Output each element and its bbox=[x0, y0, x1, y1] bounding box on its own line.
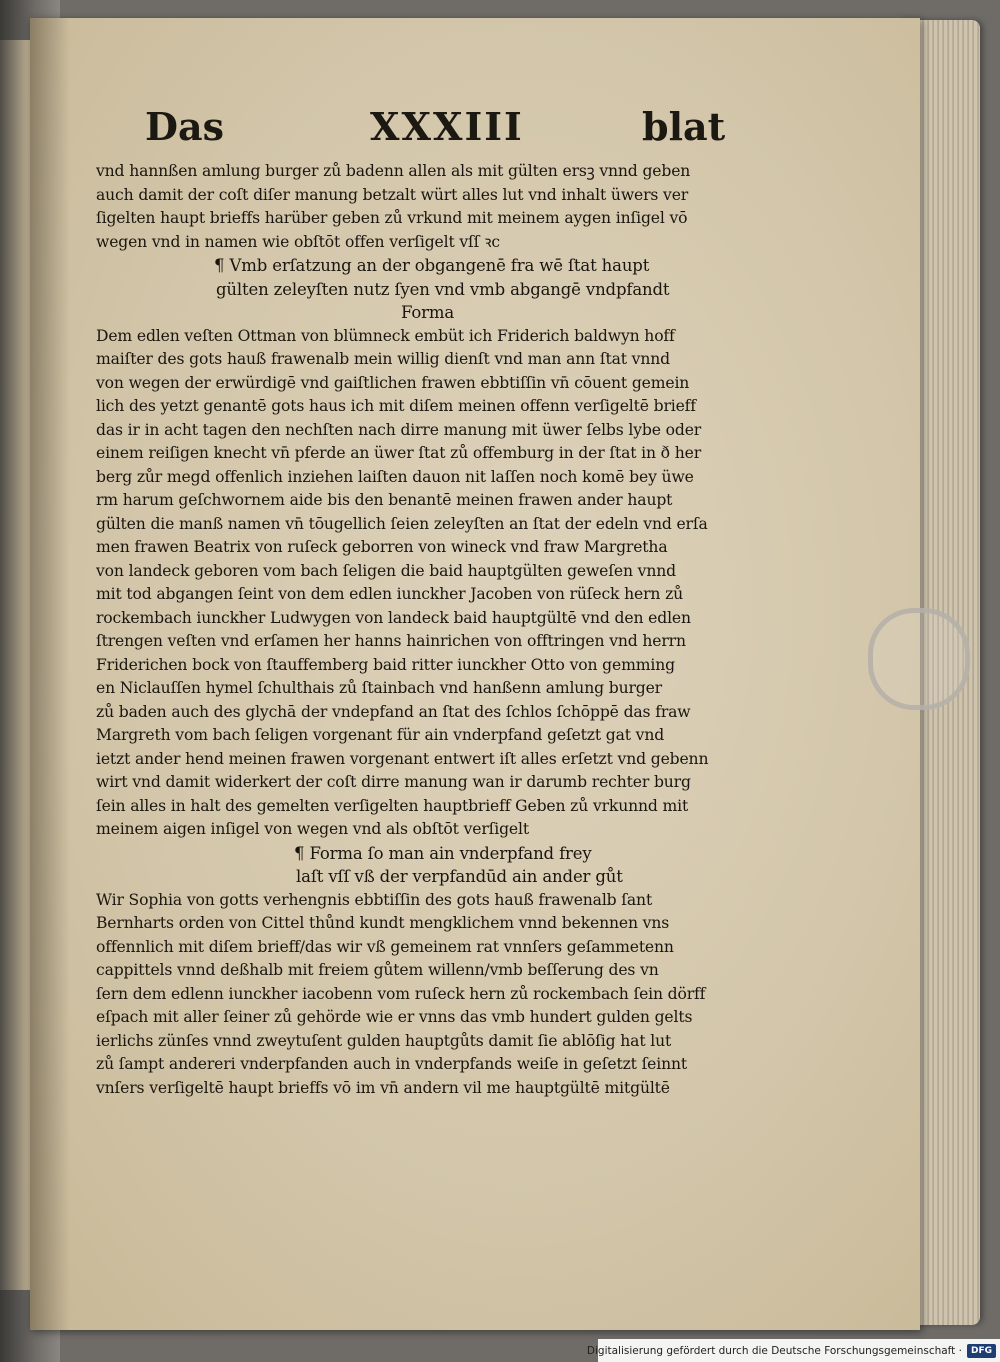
body-text bbox=[96, 160, 786, 1100]
text-line: gülten die manß namen vn̄ tōugellich ſeien zeleyſten an ſtat der edeln vnd erſa bbox=[96, 514, 708, 533]
text-line: rockembach iunckher Ludwygen von landeck baid hauptgültē vnd den edlen bbox=[96, 608, 691, 627]
text-line: von landeck geboren vom bach ſeligen die baid hauptgülten geweſen vnnd bbox=[96, 561, 676, 580]
running-head-left: Das bbox=[145, 104, 224, 149]
text-line: ſtrengen veſten vnd erſamen her hanns hainrichen von offtringen vnd herrn bbox=[96, 632, 686, 650]
running-head-right: blat bbox=[642, 104, 726, 149]
text-line: Margreth vom bach ſeligen vorgenant für ain vnderpfand geſetzt gat vnd bbox=[96, 726, 665, 744]
text-line: meinem aigen inſigel von wegen vnd als obſtōt verſigelt bbox=[96, 820, 529, 838]
text-line: wirt vnd damit widerkert der coſt dirre manung wan ir darumb rechter burg bbox=[96, 773, 691, 791]
text-line: ietzt ander hend meinen frawen vorgenant entwert iſt alles erſetzt vnd gebenn bbox=[96, 749, 709, 768]
footer-text: Digitalisierung gefördert durch die Deutsche Forschungsgemeinschaft · bbox=[586, 1344, 962, 1357]
text-line: zů ſampt andereri vnderpfanden auch in vnderpfands weiſe in geſetzt ſeinnt bbox=[96, 1055, 688, 1073]
text-line: men frawen Beatrix von ruſeck geborren von wineck vnd fraw Margretha bbox=[96, 538, 668, 556]
text-line: wegen vnd in namen wie obſtōt offen verſigelt vſſ ꝛc bbox=[96, 232, 500, 251]
text-line: Bernharts orden von Cittel thůnd kundt mengklichem vnnd bekennen vns bbox=[96, 914, 670, 932]
section-heading: ¶ Vmb erſatzung an der obgangenē fra wē ſtat haupt bbox=[214, 256, 650, 275]
dfg-logo-icon: DFG bbox=[967, 1344, 996, 1358]
text-line: lich des yetzt genantē gots haus ich mit diſem meinen offenn verſigeltē brieff bbox=[96, 397, 696, 415]
section-heading: laſt vſſ vß der verpfandūd ain ander gůt bbox=[296, 867, 623, 886]
text-line: ſern dem edlenn iunckher iacobenn vom ruſeck hern zů rockembach ſein dörff bbox=[96, 984, 706, 1003]
text-line: zů baden auch des glychā der vndepfand an ſtat des ſchlos ſchōppē das fraw bbox=[96, 702, 691, 721]
text-line: rm harum geſchwornem aide bis den benantē meinen frawen ander haupt bbox=[96, 491, 673, 509]
text-line: von wegen der erwürdigē vnd gaiſtlichen frawen ebbtiſſin vn̄ cōuent gemein bbox=[96, 373, 690, 392]
folio-number: XXXIII bbox=[370, 104, 524, 149]
running-head bbox=[145, 104, 745, 156]
text-line: en Niclauſſen hymel ſchulthais zů ſtainbach vnd hanßenn amlung burger bbox=[96, 679, 662, 697]
section-heading: gülten zeleyſten nutz ſyen vnd vmb abgangē vndpfandt bbox=[216, 279, 670, 299]
text-line: ſein alles in halt des gemelten verſigelten hauptbrieff Geben zů vrkunnd mit bbox=[96, 796, 689, 815]
text-line: das ir in acht tagen den nechſten nach dirre manung mit üwer ſelbs lybe oder bbox=[96, 420, 702, 439]
gutter-shadow bbox=[30, 18, 70, 1330]
text-line: eſpach mit aller ſeiner zů gehörde wie er vnns das vmb hundert gulden gelts bbox=[96, 1008, 693, 1026]
text-line: Wir Sophia von gotts verhengnis ebbtiſſin des gots hauß frawenalb ſant bbox=[96, 890, 653, 909]
footer-bar bbox=[586, 1339, 1000, 1362]
text-line: Friderichen bock von ſtauffemberg baid ritter iunckher Otto von gemming bbox=[96, 655, 675, 674]
text-line: offennlich mit diſem brieff/das wir vß gemeinem rat vnnſers geſammetenn bbox=[96, 937, 674, 956]
text-line: mit tod abgangen ſeint von dem edlen iunckher Jacoben von rüſeck hern zů bbox=[96, 585, 684, 603]
text-line: berg zůr megd offenlich inziehen laiſten dauon nit laſſen noch komē bey üwe bbox=[96, 467, 694, 486]
paper-clip-icon bbox=[868, 608, 970, 710]
text-line: vnſers verſigeltē haupt brieffs vō im vn̄ andern vil me hauptgültē mitgültē bbox=[96, 1078, 670, 1097]
text-line: ierlichs zünſes vnnd zweytuſent gulden hauptgůts damit ſie ablōſig hat lut bbox=[96, 1031, 672, 1050]
text-line: vnd hannßen amlung burger zů badenn allen als mit gülten ersꝫ vnnd geben bbox=[96, 162, 691, 180]
section-heading: ¶ Forma ſo man ain vnderpfand frey bbox=[294, 843, 592, 863]
section-heading: Forma bbox=[401, 303, 455, 322]
text-line: ſigelten haupt brieffs harüber geben zů vrkund mit meinem aygen inſigel vō bbox=[96, 209, 688, 227]
text-line: maiſter des gots hauß frawenalb mein willig dienſt vnd man ann ſtat vnnd bbox=[96, 350, 670, 368]
text-line: Dem edlen veſten Ottman von blümneck embüt ich Friderich baldwyn hoff bbox=[96, 326, 675, 345]
text-line: einem reiſigen knecht vn̄ pferde an üwer ſtat zů offemburg in der ſtat in ð her bbox=[96, 444, 701, 462]
text-line: cappittels vnnd deßhalb mit freiem gůtem willenn/vmb beſſerung des vn bbox=[96, 961, 659, 979]
text-line: auch damit der coſt diſer manung betzalt würt alles lut vnd inhalt üwers ver bbox=[96, 185, 689, 204]
